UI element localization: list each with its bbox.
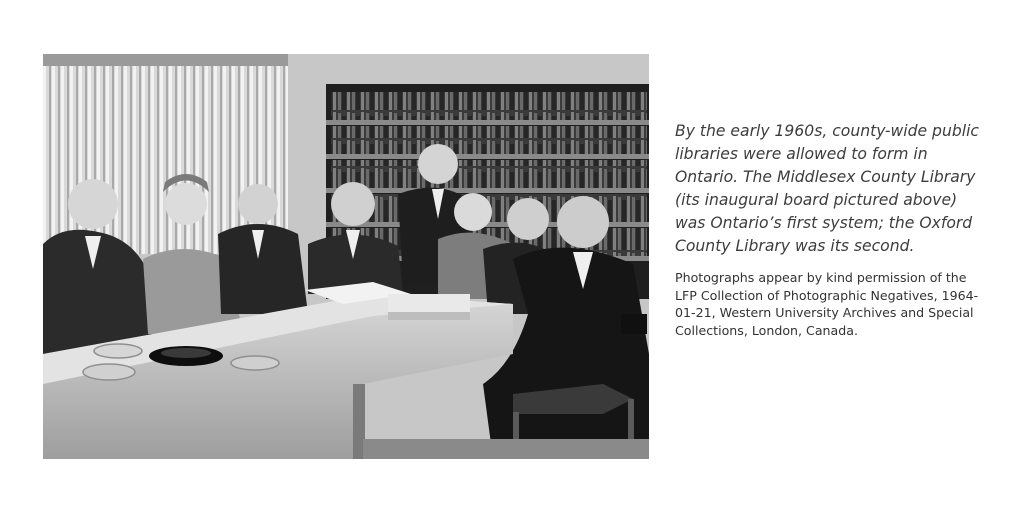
photo-caption: By the early 1960s, county-wide public libraries were allowed to form in Ontario. The Middlesex County Library (its inaugural board pictured above) was Ontario’s first system; the Oxford County Library was its second. — [675, 122, 979, 255]
photo-credit: Photographs appear by kind permission of the LFP Collection of Photographic Negatives, 1964-01-21, Western University Archives and Special Collections, London, Canada. — [675, 270, 979, 338]
photo-illustration — [43, 54, 649, 459]
archival-photo — [43, 54, 649, 459]
text-block — [675, 120, 990, 339]
